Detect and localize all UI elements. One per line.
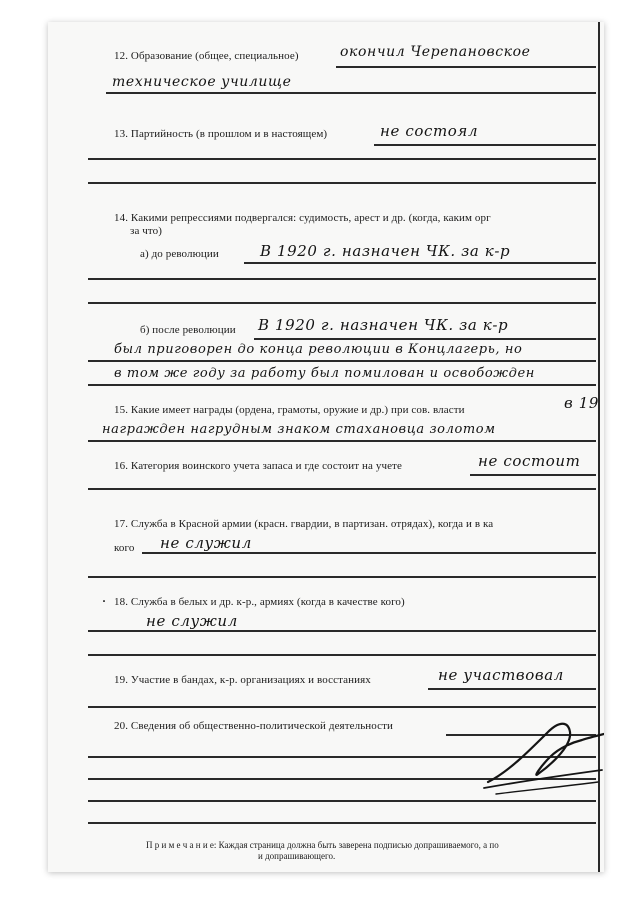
answer-line <box>88 360 596 362</box>
item-17-label-cont: кого <box>114 542 135 554</box>
item-15-answer-cont: награжден нагрудным знаком стахановца золотом <box>102 422 496 437</box>
item-14-label-cont: за что) <box>130 225 163 237</box>
answer-line <box>88 182 596 184</box>
answer-line <box>88 630 596 632</box>
item-12-answer-cont: техническое училище <box>112 74 292 90</box>
item-14a-answer: В 1920 г. назначен ЧК. за к-р <box>260 242 511 260</box>
item-17-label: 17. Служба в Красной армии (красн. гвардии, в партизан. отрядах), когда и в ка <box>114 518 494 530</box>
item-18-answer: не служил <box>146 612 238 630</box>
margin-mark: · <box>102 594 107 608</box>
item-14-label: 14. Какими репрессиями подвергался: судимость, арест и др. (когда, каким орг <box>114 212 491 224</box>
item-16-label: 16. Категория воинского учета запаса и где состоит на учете <box>114 460 402 472</box>
footnote-line-1: П р и м е ч а н и е: Каждая страница должна быть заверена подписью допрашиваемого, а по <box>146 840 499 850</box>
answer-line <box>88 706 596 708</box>
footnote-line-2: и допрашивающего. <box>258 851 336 861</box>
item-14a-label: а) до революции <box>140 248 219 260</box>
item-13-answer: не состоял <box>380 122 479 140</box>
answer-line <box>88 488 596 490</box>
item-14b-answer: В 1920 г. назначен ЧК. за к-р <box>258 316 509 334</box>
answer-line <box>88 576 596 578</box>
signature-mark <box>478 712 604 802</box>
item-19-answer: не участвовал <box>438 666 564 684</box>
answer-line <box>106 92 596 94</box>
document-page <box>48 22 604 872</box>
answer-line <box>88 302 596 304</box>
item-20-label: 20. Сведения об общественно-политической деятельности <box>114 720 394 732</box>
answer-line <box>88 440 596 442</box>
item-17-answer: не служил <box>160 534 252 552</box>
item-14b-answer-cont-2: в том же году за работу был помилован и освобожден <box>114 366 535 381</box>
item-13-label: 13. Партийность (в прошлом и в настоящем) <box>114 128 328 140</box>
item-12-label: 12. Образование (общее, специальное) <box>114 50 299 62</box>
answer-line <box>88 654 596 656</box>
item-15-label: 15. Какие имеет награды (ордена, грамоты, оружие и др.) при сов. власти <box>114 404 465 416</box>
item-15-answer: в 19 <box>564 394 599 412</box>
answer-line <box>470 474 596 476</box>
answer-line <box>88 384 596 386</box>
item-16-answer: не состоит <box>478 452 581 470</box>
answer-line <box>88 158 596 160</box>
answer-line <box>428 688 596 690</box>
answer-line <box>336 66 596 68</box>
item-14b-answer-cont-1: был приговорен до конца революции в Концлагерь, но <box>114 342 523 357</box>
item-12-answer: окончил Черепановское <box>340 44 531 60</box>
answer-line <box>244 262 596 264</box>
item-14b-label: б) после революции <box>140 324 236 336</box>
answer-line <box>88 822 596 824</box>
answer-line <box>374 144 596 146</box>
item-19-label: 19. Участие в бандах, к-р. организациях и восстаниях <box>114 674 371 686</box>
answer-line <box>254 338 596 340</box>
answer-line <box>142 552 596 554</box>
answer-line <box>88 278 596 280</box>
item-18-label: 18. Служба в белых и др. к-р., армиях (когда в качестве кого) <box>114 596 405 608</box>
